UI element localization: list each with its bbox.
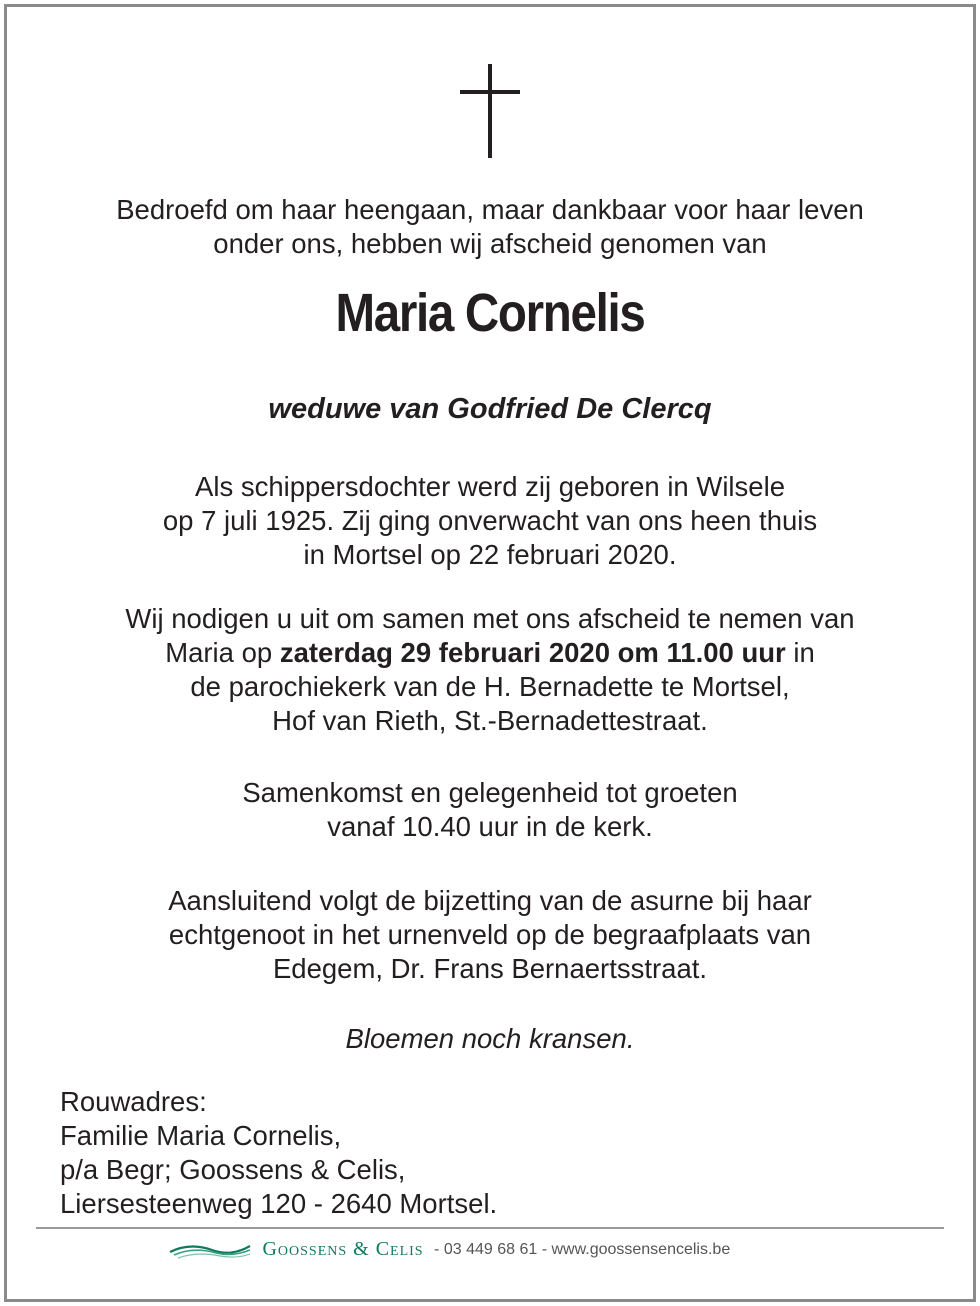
birth-line: op 7 juli 1925. Zij ging onverwacht van ons heen thuis	[162, 505, 818, 536]
gathering-text	[0, 776, 980, 844]
burial-text	[0, 884, 980, 986]
invitation-text	[0, 602, 980, 738]
cross-vertical-bar	[488, 64, 492, 158]
invitation-line: de parochiekerk van de H. Bernadette te Mortsel,	[190, 671, 790, 702]
invitation-line	[0, 636, 980, 670]
intro-line: Bedroefd om haar heengaan, maar dankbaar voor haar leven	[116, 194, 864, 225]
address-line: p/a Begr; Goossens & Celis,	[60, 1154, 406, 1185]
widow-of: weduwe van Godfried De Clercq	[268, 393, 712, 425]
intro-text	[0, 193, 980, 261]
funeral-home-contact: - 03 449 68 61 - www.goossensencelis.be	[434, 1240, 731, 1258]
wave-logo-icon	[168, 1241, 252, 1259]
birth-line: Als schippersdochter werd zij geboren in Wilsele	[195, 471, 785, 502]
address-label: Rouwadres:	[60, 1086, 207, 1117]
footer-divider	[36, 1227, 944, 1229]
footer	[168, 1238, 730, 1266]
invitation-pre: Maria op	[165, 637, 280, 668]
burial-line: Edegem, Dr. Frans Bernaertsstraat.	[272, 953, 708, 984]
mourning-address	[60, 1085, 497, 1221]
ceremony-datetime: zaterdag 29 februari 2020 om 11.00 uur	[279, 637, 786, 668]
burial-line: echtgenoot in het urnenveld op de begraafplaats van	[168, 919, 812, 950]
funeral-home-name: Goossens & Celis	[262, 1238, 424, 1260]
address-line: Liersesteenweg 120 - 2640 Mortsel.	[60, 1188, 498, 1219]
flowers-note: Bloemen noch kransen.	[345, 1023, 635, 1054]
birth-text	[0, 470, 980, 572]
address-line: Familie Maria Cornelis,	[60, 1120, 342, 1151]
cross-icon	[460, 64, 520, 160]
invitation-line: Wij nodigen u uit om samen met ons afscheid te nemen van	[125, 603, 855, 634]
gathering-line: vanaf 10.40 uur in de kerk.	[327, 811, 653, 842]
burial-line: Aansluitend volgt de bijzetting van de asurne bij haar	[168, 885, 812, 916]
birth-line: in Mortsel op 22 februari 2020.	[303, 539, 677, 570]
cross-horizontal-bar	[460, 90, 520, 94]
deceased-name: Maria Cornelis	[335, 283, 645, 343]
gathering-line: Samenkomst en gelegenheid tot groeten	[242, 777, 738, 808]
intro-line: onder ons, hebben wij afscheid genomen van	[213, 228, 767, 259]
invitation-post: in	[785, 637, 815, 668]
invitation-line: Hof van Rieth, St.-Bernadettestraat.	[272, 705, 708, 736]
